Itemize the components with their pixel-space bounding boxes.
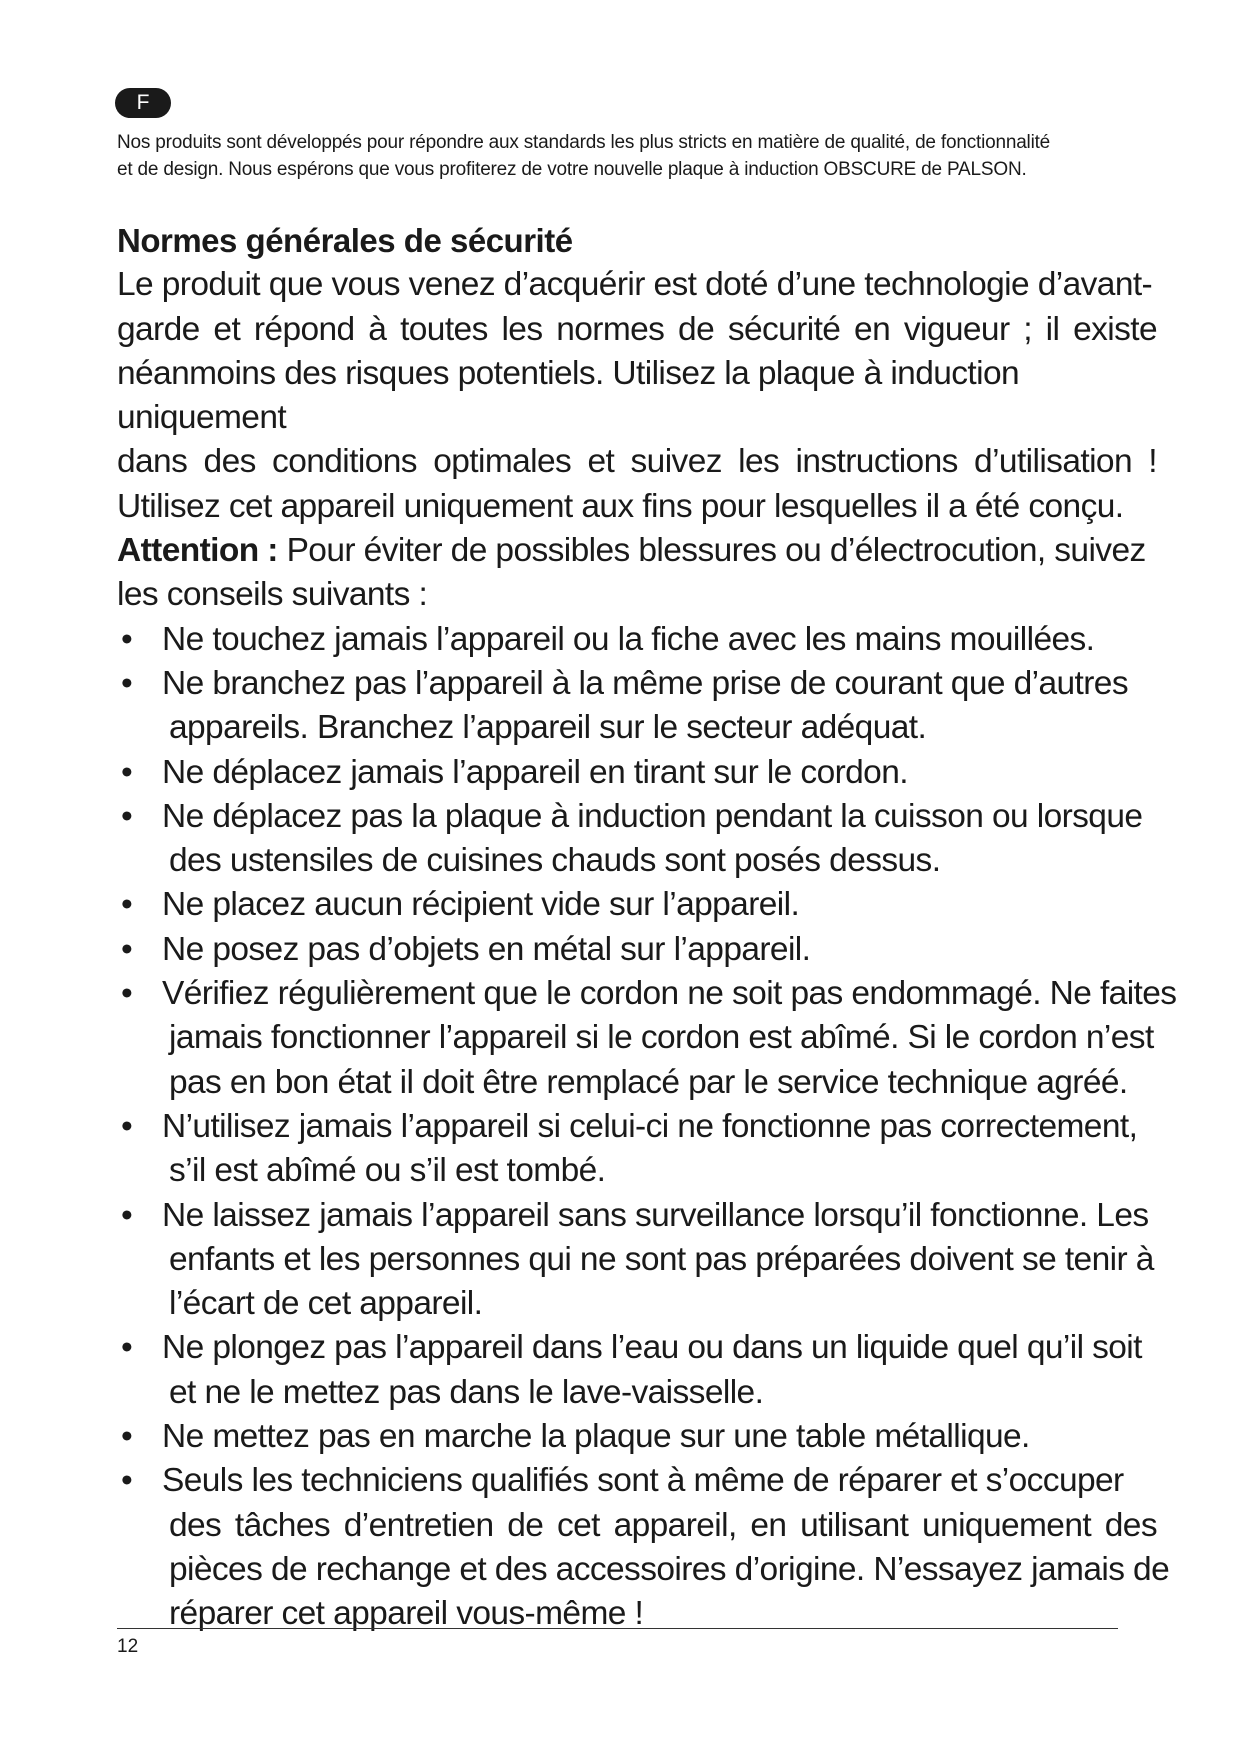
rule-text-line: et ne le mettez pas dans le lave-vaisselle. [169,1373,764,1411]
bullet-dot: • [121,664,133,702]
rule-text-line: Ne placez aucun récipient vide sur l’appareil. [162,886,800,924]
rule-text-line: enfants et les personnes qui ne sont pas préparées doivent se tenir à [169,1240,1154,1278]
section-heading: Normes générales de sécurité [117,222,573,259]
rule-text-line: Ne branchez pas l’appareil à la même prise de courant que d’autres [162,664,1128,702]
safety-rule-item [117,1415,1157,1459]
body-line: Utilisez cet appareil uniquement aux fins pour lesquelles il a été conçu. [117,487,1124,525]
safety-rule-item [117,662,1157,751]
bullet-dot: • [121,797,133,835]
attention-label: Attention : [117,532,278,570]
safety-section [117,219,1177,1637]
bullet-dot: • [121,1462,133,1500]
safety-rule-item [117,1326,1157,1415]
intro-text [117,129,1137,183]
rule-text-line: Ne posez pas d’objets en métal sur l’appareil. [162,930,811,968]
rule-text-line: appareils. Branchez l’appareil sur le secteur adéquat. [169,709,927,747]
safety-rule-item [117,618,1157,662]
intro-line: et de design. Nous espérons que vous profiterez de votre nouvelle plaque à induction OBSCURE de PALSON. [117,159,1027,180]
safety-intro-paragraph [117,263,1157,617]
rule-text-line: l’écart de cet appareil. [169,1285,483,1323]
rule-text-line: N’utilisez jamais l’appareil si celui-ci ne fonctionne pas correctement, [162,1107,1138,1145]
safety-rule-item [117,1194,1157,1327]
body-line: dans des conditions optimales et suivez les instructions d’utilisation ! [117,443,1157,481]
page-number: 12 [117,1636,139,1657]
bullet-dot: • [121,975,133,1013]
safety-rule-item [117,1459,1170,1636]
bullet-dot: • [121,1329,133,1367]
safety-rule-item [117,795,1157,884]
body-line: néanmoins des risques potentiels. Utilisez la plaque à induction uniquement [117,354,1020,437]
rule-text-line: Ne touchez jamais l’appareil ou la fiche avec les mains mouillées. [162,620,1095,658]
bullet-dot: • [121,1196,133,1234]
body-line: Le produit que vous venez d’acquérir est doté d’une technologie d’avant- [117,266,1153,304]
bullet-dot: • [121,1107,133,1145]
bullet-dot: • [121,886,133,924]
rule-text-line: des ustensiles de cuisines chauds sont posés dessus. [169,842,941,880]
rule-text-line: pièces de rechange et des accessoires d’origine. N’essayez jamais de [169,1550,1170,1588]
bullet-dot: • [121,753,133,791]
safety-rule-item [117,751,1157,795]
rule-text-line: Seuls les techniciens qualifiés sont à même de réparer et s’occuper [162,1462,1124,1500]
attention-text: Pour éviter de possibles blessures ou d’électrocution, suivez [277,532,1146,570]
rule-text-line: pas en bon état il doit être remplacé par le service technique agréé. [169,1063,1128,1101]
safety-rule-item [117,1105,1157,1194]
safety-rule-item [117,883,1157,927]
bullet-dot: • [121,930,133,968]
rule-text-line: Ne laissez jamais l’appareil sans surveillance lorsqu’il fonctionne. Les [162,1196,1149,1234]
rule-text-line: s’il est abîmé ou s’il est tombé. [169,1152,606,1190]
rule-text-line: des tâches d’entretien de cet appareil, en utilisant uniquement des [169,1506,1157,1544]
body-line: garde et répond à toutes les normes de sécurité en vigueur ; il existe [117,310,1157,348]
rule-text-line: Ne déplacez jamais l’appareil en tirant sur le cordon. [162,753,908,791]
language-badge: F [115,88,171,118]
safety-rule-item [117,928,1157,972]
rule-text-line: Vérifiez régulièrement que le cordon ne soit pas endommagé. Ne faites [162,975,1177,1013]
bullet-dot: • [121,1418,133,1456]
rule-text-line: réparer cet appareil vous-même ! [169,1595,644,1633]
attention-line [117,529,1157,573]
safety-rule-item [117,972,1177,1105]
footer-divider [117,1628,1118,1629]
rule-text-line: Ne déplacez pas la plaque à induction pendant la cuisson ou lorsque [162,797,1143,835]
rule-text-line: jamais fonctionner l’appareil si le cordon est abîmé. Si le cordon n’est [169,1019,1154,1057]
rule-text-line: Ne plongez pas l’appareil dans l’eau ou dans un liquide quel qu’il soit [162,1329,1142,1367]
intro-line: Nos produits sont développés pour répondre aux standards les plus stricts en matière de qualité, de fonctionnalité [117,132,1051,153]
rule-text-line: Ne mettez pas en marche la plaque sur une table métallique. [162,1418,1030,1456]
safety-rules-list [117,618,1177,1637]
bullet-dot: • [121,620,133,658]
attention-line: les conseils suivants : [117,576,428,614]
